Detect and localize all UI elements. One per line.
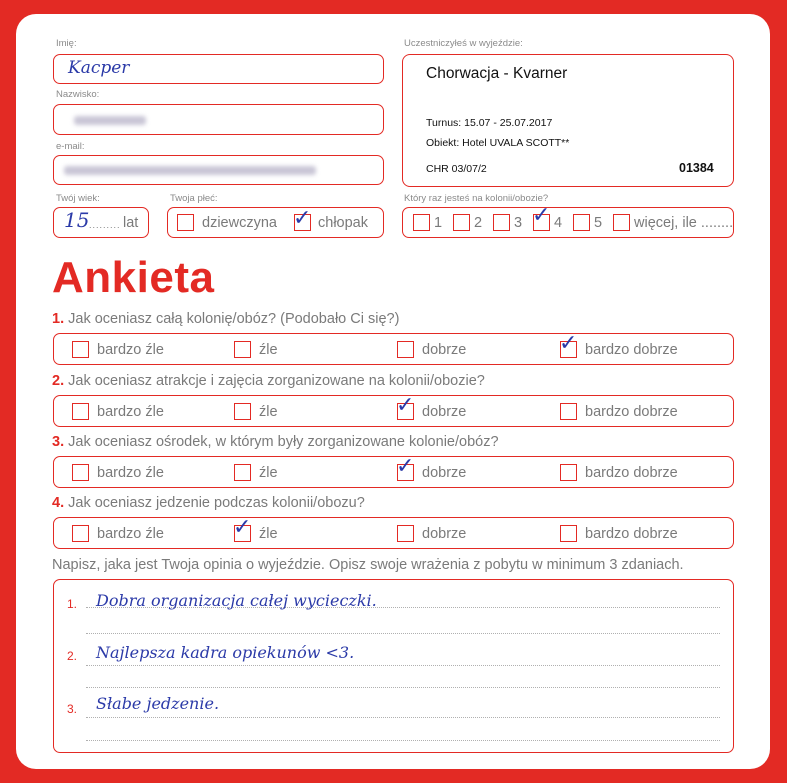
opinion-line	[86, 740, 720, 741]
opinion-line	[86, 717, 720, 718]
redacted-email	[64, 166, 316, 175]
opinion-line	[86, 687, 720, 688]
question-3-option-label: bardzo źle	[97, 465, 164, 481]
gender-label-chlopak: chłopak	[318, 215, 368, 231]
question-4-checkbox-1[interactable]	[72, 525, 89, 542]
survey-title: Ankieta	[52, 253, 215, 302]
question-1-check-mark: ✓	[559, 331, 578, 356]
question-3-option-label: dobrze	[422, 465, 467, 481]
question-4-option-label: dobrze	[422, 526, 467, 542]
question-4-option-label: źle	[259, 526, 278, 542]
question-1-option-label: źle	[259, 342, 278, 358]
visit-count-checkbox-5[interactable]	[573, 214, 590, 231]
opinion-answer-2: Najlepsza kadra opiekunów <3.	[96, 643, 355, 662]
opinion-prompt: Napisz, jaka jest Twoja opinia o wyjeździe. Opisz swoje wrażenia z pobytu w minimum 3 zdaniach.	[52, 557, 684, 573]
age-unit: lat	[123, 215, 139, 231]
opinion-answer-1: Dobra organizacja całej wycieczki.	[96, 591, 377, 610]
question-number: 3.	[52, 434, 65, 450]
question-4-check-mark: ✓	[233, 515, 252, 540]
visit-count-label-3: 3	[514, 215, 523, 231]
question-2-checkbox-4[interactable]	[560, 403, 577, 420]
question-2-option-label: dobrze	[422, 404, 467, 420]
trip-turnus: Turnus: 15.07 - 25.07.2017	[426, 117, 553, 129]
visit-count-checkbox-1[interactable]	[413, 214, 430, 231]
age-label: Twój wiek:	[56, 193, 100, 204]
gender-label: Twoja płeć:	[170, 193, 218, 204]
age-value: 15	[64, 208, 90, 232]
visit-count-label: Który raz jesteś na kolonii/obozie?	[404, 193, 549, 204]
question-2-text	[52, 373, 485, 389]
question-4-option-label: bardzo dobrze	[585, 526, 678, 542]
trip-obiekt: Obiekt: Hotel UVALA SCOTT**	[426, 137, 570, 149]
question-4-checkbox-4[interactable]	[560, 525, 577, 542]
question-2-option-label: bardzo dobrze	[585, 404, 678, 420]
surname-label: Nazwisko:	[56, 89, 100, 100]
visit-count-label-more: więcej, ile ........	[634, 215, 734, 231]
visit-count-check-mark: ✓	[532, 203, 551, 228]
question-number: 1.	[52, 311, 65, 327]
visit-count-checkbox-more[interactable]	[613, 214, 630, 231]
visit-count-checkbox-3[interactable]	[493, 214, 510, 231]
question-1-checkbox-2[interactable]	[234, 341, 251, 358]
trip-code: CHR 03/07/2	[426, 163, 487, 175]
question-2-option-label: źle	[259, 404, 278, 420]
question-3-checkbox-4[interactable]	[560, 464, 577, 481]
question-2-checkbox-2[interactable]	[234, 403, 251, 420]
email-label: e-mail:	[56, 141, 85, 152]
question-3-check-mark: ✓	[396, 454, 415, 479]
question-number: 4.	[52, 495, 65, 511]
name-value: Kacper	[68, 58, 130, 78]
visit-count-checkbox-2[interactable]	[453, 214, 470, 231]
question-label: Jak oceniasz jedzenie podczas kolonii/obozu?	[68, 495, 365, 511]
visit-count-label-1: 1	[434, 215, 443, 231]
question-label: Jak oceniasz całą kolonię/obóz? (Podobało Ci się?)	[68, 311, 400, 327]
name-label: Imię:	[56, 38, 77, 49]
question-3-option-label: źle	[259, 465, 278, 481]
question-label: Jak oceniasz ośrodek, w którym były zorganizowane kolonie/obóz?	[68, 434, 499, 450]
question-3-option-label: bardzo dobrze	[585, 465, 678, 481]
redacted-surname	[74, 116, 146, 125]
gender-checkbox-dziewczyna[interactable]	[177, 214, 194, 231]
question-1-checkbox-1[interactable]	[72, 341, 89, 358]
question-1-checkbox-3[interactable]	[397, 341, 414, 358]
question-3-checkbox-2[interactable]	[234, 464, 251, 481]
trip-number: 01384	[679, 161, 714, 175]
opinion-number-1: 1.	[67, 597, 78, 611]
trip-label: Uczestniczyłeś w wyjeździe:	[404, 38, 523, 49]
visit-count-label-2: 2	[474, 215, 483, 231]
question-1-option-label: dobrze	[422, 342, 467, 358]
question-3-checkbox-1[interactable]	[72, 464, 89, 481]
question-1-option-label: bardzo źle	[97, 342, 164, 358]
question-number: 2.	[52, 373, 65, 389]
question-2-checkbox-1[interactable]	[72, 403, 89, 420]
visit-count-label-4: 4	[554, 215, 563, 231]
opinion-number-3: 3.	[67, 702, 78, 716]
question-4-checkbox-3[interactable]	[397, 525, 414, 542]
question-1-option-label: bardzo dobrze	[585, 342, 678, 358]
opinion-number-2: 2.	[67, 649, 78, 663]
question-2-check-mark: ✓	[396, 393, 415, 418]
opinion-line	[86, 633, 720, 634]
question-4-option-label: bardzo źle	[97, 526, 164, 542]
question-4-text	[52, 495, 365, 511]
question-1-text	[52, 311, 399, 327]
trip-destination: Chorwacja - Kvarner	[426, 65, 568, 82]
opinion-answer-3: Słabe jedzenie.	[96, 694, 220, 713]
age-dots: .........	[89, 220, 121, 230]
gender-check-mark: ✓	[293, 206, 312, 231]
visit-count-label-5: 5	[594, 215, 603, 231]
opinion-line	[86, 665, 720, 666]
question-label: Jak oceniasz atrakcje i zajęcia zorganizowane na kolonii/obozie?	[68, 373, 485, 389]
question-3-text	[52, 434, 499, 450]
question-2-option-label: bardzo źle	[97, 404, 164, 420]
gender-label-dziewczyna: dziewczyna	[202, 215, 277, 231]
